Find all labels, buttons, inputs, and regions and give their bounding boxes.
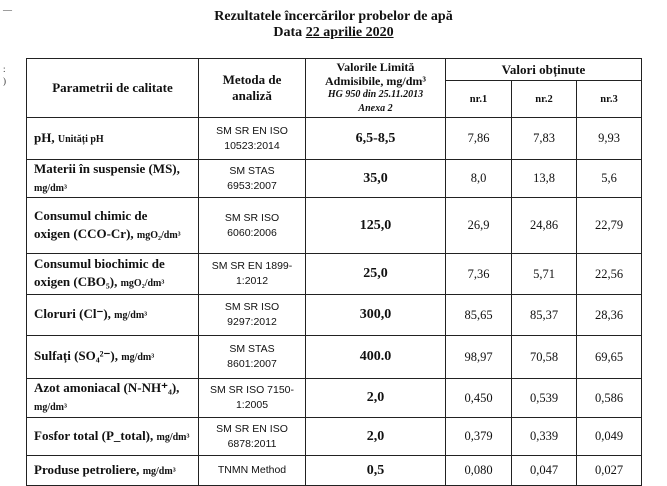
results-table bbox=[26, 58, 642, 486]
method-line2: 1:2012 bbox=[235, 275, 269, 287]
value-nr1: 0,379 bbox=[446, 418, 512, 456]
value-nr1: 0,080 bbox=[446, 456, 512, 486]
method-line1: SM STAS bbox=[229, 164, 275, 177]
date-prefix: Data bbox=[273, 25, 306, 40]
method-line2: 9297:2012 bbox=[227, 316, 277, 328]
method-line1: SM STAS bbox=[229, 343, 275, 355]
method-line1: SM SR ISO bbox=[224, 301, 280, 313]
method-cell bbox=[199, 336, 306, 379]
limit-cell: 25,0 bbox=[306, 254, 446, 295]
parameter-unit-line2: mgO₂/dm³ bbox=[136, 229, 181, 241]
header-nr3: nr.3 bbox=[577, 81, 642, 118]
method-line2: 1:2005 bbox=[235, 399, 269, 411]
parameter-cell bbox=[27, 198, 199, 254]
limit-cell: 6,5-8,5 bbox=[306, 118, 446, 160]
table-row bbox=[27, 418, 642, 456]
value-nr1: 0,450 bbox=[446, 379, 512, 418]
parameter-cell bbox=[27, 118, 199, 160]
value-nr3: 9,93 bbox=[577, 118, 642, 160]
value-nr2: 24,86 bbox=[512, 198, 577, 254]
value-nr2: 85,37 bbox=[512, 295, 577, 336]
table-row bbox=[27, 198, 642, 254]
value-nr3: 28,36 bbox=[577, 295, 642, 336]
parameter-cell bbox=[27, 379, 199, 418]
value-nr3: 0,027 bbox=[577, 456, 642, 486]
parameter-unit-line2: mg/dm³ bbox=[34, 402, 67, 413]
method-line2: 6953:2007 bbox=[227, 179, 277, 192]
header-nr2: nr.2 bbox=[512, 81, 577, 118]
margin-mark-3: — bbox=[3, 5, 12, 15]
parameter-unit: mg/dm³ bbox=[142, 465, 176, 477]
header-limit-line1: Valorile Limită bbox=[336, 60, 415, 74]
value-nr3: 0,049 bbox=[577, 418, 642, 456]
parameter-cell bbox=[27, 336, 199, 379]
margin-mark-2: ) bbox=[3, 76, 6, 86]
limit-cell: 300,0 bbox=[306, 295, 446, 336]
value-nr3: 0,586 bbox=[577, 379, 642, 418]
method-cell bbox=[199, 118, 306, 160]
limit-cell: 400.0 bbox=[306, 336, 446, 379]
parameter-name: Consumul chimic de bbox=[34, 207, 148, 223]
limit-cell: 2,0 bbox=[306, 418, 446, 456]
method-cell bbox=[199, 254, 306, 295]
header-method-line2: analiză bbox=[232, 88, 272, 103]
results-body bbox=[27, 118, 642, 486]
method-line2: 10523:2014 bbox=[224, 139, 280, 152]
method-line2: 6060:2006 bbox=[227, 226, 277, 239]
parameter-cell bbox=[27, 456, 199, 486]
header-method bbox=[199, 59, 306, 118]
method-cell bbox=[199, 418, 306, 456]
table-row bbox=[27, 254, 642, 295]
margin-mark-1: : bbox=[3, 64, 6, 74]
method-line1: SM SR EN ISO bbox=[216, 422, 288, 435]
value-nr1: 26,9 bbox=[446, 198, 512, 254]
method-cell bbox=[199, 379, 306, 418]
limit-cell: 0,5 bbox=[306, 456, 446, 486]
value-nr2: 0,047 bbox=[512, 456, 577, 486]
header-nr1: nr.1 bbox=[446, 81, 512, 118]
table-row bbox=[27, 456, 642, 486]
header-obtained: Valori obținute bbox=[446, 59, 642, 81]
parameter-unit: mg/dm³ bbox=[121, 352, 155, 363]
parameter-cell bbox=[27, 295, 199, 336]
value-nr1: 98,97 bbox=[446, 336, 512, 379]
parameter-unit-line2: mgO₂/dm³ bbox=[120, 278, 165, 289]
value-nr1: 7,36 bbox=[446, 254, 512, 295]
value-nr2: 5,71 bbox=[512, 254, 577, 295]
parameter-name: Cloruri (Cl⁻), bbox=[34, 306, 111, 321]
parameter-name: Consumul biochimic de bbox=[34, 256, 165, 271]
document-title: Rezultatele încercărilor probelor de apă bbox=[214, 9, 453, 24]
method-cell bbox=[199, 198, 306, 254]
value-nr2: 7,83 bbox=[512, 118, 577, 160]
value-nr1: 85,65 bbox=[446, 295, 512, 336]
table-row bbox=[27, 379, 642, 418]
parameter-cell bbox=[27, 160, 199, 198]
parameter-cell bbox=[27, 418, 199, 456]
limit-cell: 2,0 bbox=[306, 379, 446, 418]
header-limit-line3: HG 950 din 25.11.2013 bbox=[327, 89, 424, 100]
method-line1: SM SR EN ISO bbox=[216, 124, 288, 137]
parameter-unit-line2: mg/dm³ bbox=[34, 182, 67, 194]
method-line2: 6878:2011 bbox=[227, 437, 277, 450]
value-nr2: 0,339 bbox=[512, 418, 577, 456]
method-line1: SM SR ISO bbox=[224, 211, 280, 224]
method-cell bbox=[199, 160, 306, 198]
parameter-unit: Unități pH bbox=[57, 133, 104, 145]
document-date-line bbox=[0, 25, 667, 41]
table-row bbox=[27, 295, 642, 336]
limit-cell: 35,0 bbox=[306, 160, 446, 198]
value-nr3: 22,56 bbox=[577, 254, 642, 295]
parameter-name: Produse petroliere, bbox=[34, 461, 140, 477]
header-limit-line2: Admisibile, mg/dm³ bbox=[325, 74, 426, 88]
parameter-name: pH, bbox=[34, 129, 55, 145]
document-date: 22 aprilie 2020 bbox=[305, 25, 394, 40]
parameter-name: Sulfați (SO₄²⁻), bbox=[34, 348, 118, 363]
value-nr2: 0,539 bbox=[512, 379, 577, 418]
method-line1: SM SR EN 1899- bbox=[211, 260, 293, 272]
table-row bbox=[27, 118, 642, 160]
parameter-name-line2: oxigen (CBO₅), bbox=[34, 274, 118, 289]
parameter-unit: mg/dm³ bbox=[114, 310, 148, 321]
value-nr3: 69,65 bbox=[577, 336, 642, 379]
parameter-unit: mg/dm³ bbox=[156, 431, 190, 443]
parameter-name: Azot amoniacal (N-NH⁺₄), bbox=[34, 380, 180, 395]
header-limit-line4: Anexa 2 bbox=[358, 103, 393, 114]
method-cell bbox=[199, 456, 306, 486]
method-cell bbox=[199, 295, 306, 336]
header-parameter: Parametrii de calitate bbox=[27, 59, 199, 118]
value-nr1: 7,86 bbox=[446, 118, 512, 160]
method-line1: TNMN Method bbox=[217, 464, 287, 476]
parameter-name-line2: oxigen (CCO-Cr), bbox=[34, 225, 134, 241]
value-nr2: 70,58 bbox=[512, 336, 577, 379]
value-nr1: 8,0 bbox=[446, 160, 512, 198]
value-nr2: 13,8 bbox=[512, 160, 577, 198]
method-line2: 8601:2007 bbox=[227, 358, 277, 370]
limit-cell: 125,0 bbox=[306, 198, 446, 254]
header-limit bbox=[306, 59, 446, 118]
value-nr3: 5,6 bbox=[577, 160, 642, 198]
parameter-name: Fosfor total (P_total), bbox=[34, 427, 154, 443]
parameter-cell bbox=[27, 254, 199, 295]
parameter-name: Materii în suspensie (MS), bbox=[34, 160, 180, 176]
table-row bbox=[27, 160, 642, 198]
header-method-line1: Metoda de bbox=[222, 72, 282, 87]
method-line1: SM SR ISO 7150- bbox=[209, 384, 295, 396]
table-row bbox=[27, 336, 642, 379]
value-nr3: 22,79 bbox=[577, 198, 642, 254]
